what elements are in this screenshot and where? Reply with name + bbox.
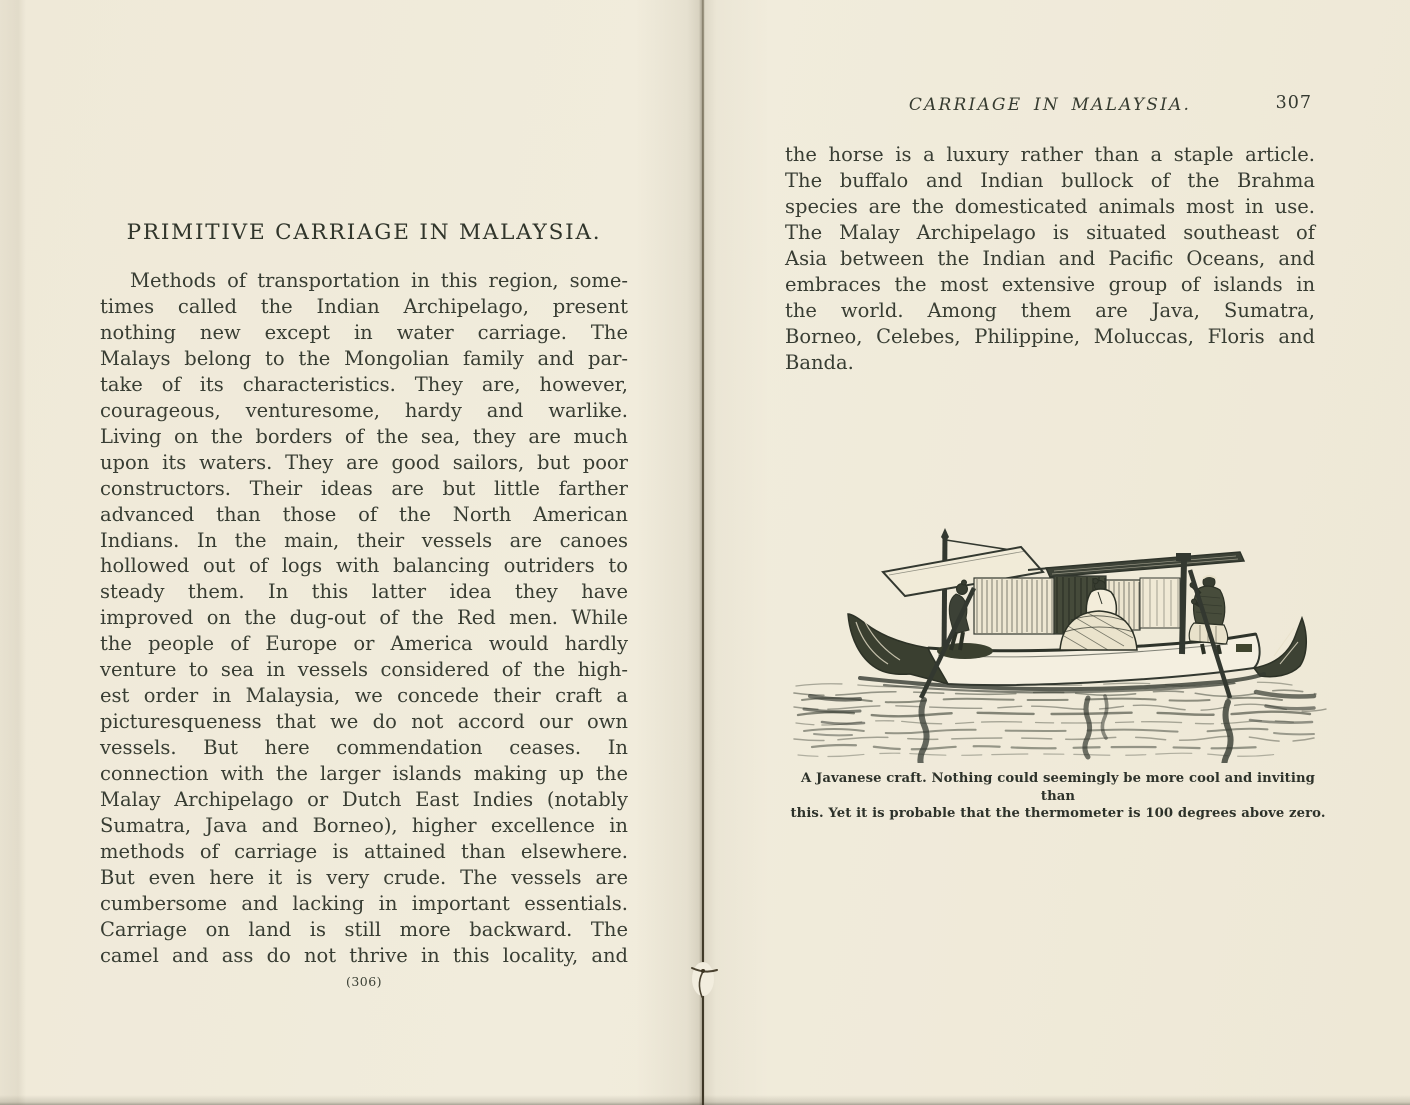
text-line: est order in Malaysia, we concede their craft a	[100, 684, 628, 708]
text-line: Living on the borders of the sea, they are much	[100, 424, 628, 448]
javanese-craft-illustration	[788, 526, 1328, 823]
text-line: But even here it is very crude. The vessels are	[100, 865, 628, 889]
text-line: species are the domesticated animals most in use.	[785, 194, 1315, 218]
text-line: constructors. Their ideas are but little farther	[100, 476, 628, 500]
text-line: advanced than those of the North American	[100, 502, 628, 526]
left-page-edge	[0, 0, 26, 1105]
text-line: methods of carriage is attained than elsewhere.	[100, 839, 628, 863]
text-line: Methods of transportation in this region, some-	[130, 269, 628, 292]
text-line: Sumatra, Java and Borneo), higher excellence in	[100, 814, 628, 838]
text-line: connection with the larger islands making up the	[100, 762, 628, 786]
text-line: Borneo, Celebes, Philippine, Moluccas, Floris and	[785, 324, 1315, 348]
text-line: Banda.	[785, 350, 854, 374]
text-line: embraces the most extensive group of islands in	[785, 272, 1315, 296]
text-line: Malays belong to the Mongolian family and par-	[100, 346, 628, 370]
binding-stitch-icon	[684, 956, 724, 1004]
text-line: upon its waters. They are good sailors, but poor	[100, 450, 628, 474]
text-line: The Malay Archipelago is situated southeast of	[785, 220, 1315, 244]
text-line: hollowed out of logs with balancing outriders to	[100, 554, 628, 578]
boat-drawing	[788, 526, 1328, 763]
text-line: Indians. In the main, their vessels are canoes	[100, 528, 628, 552]
running-header: CARRIAGE IN MALAYSIA.	[908, 95, 1192, 115]
text-line: venture to sea in vessels considered of the high-	[100, 658, 628, 682]
text-line: take of its characteristics. They are, however,	[100, 372, 628, 396]
text-line: the world. Among them are Java, Sumatra,	[785, 298, 1315, 322]
text-line: steady them. In this latter idea they have	[100, 580, 628, 604]
text-line: courageous, venturesome, hardy and warlike.	[100, 398, 628, 422]
chapter-heading: PRIMITIVE CARRIAGE IN MALAYSIA.	[126, 220, 602, 245]
water-reflections	[804, 674, 1314, 763]
text-line: vessels. But here commendation ceases. In	[100, 736, 628, 760]
caption-line-1: A Javanese craft. Nothing could seemingly be more cool and inviting than	[800, 771, 1315, 804]
text-line: the horse is a luxury rather than a staple article.	[785, 143, 1315, 166]
text-line: camel and ass do not thrive in this locality, and	[100, 943, 628, 967]
gutter-line	[702, 0, 704, 1105]
left-page-text	[100, 268, 628, 969]
text-line: Malay Archipelago or Dutch East Indies (notably	[100, 788, 628, 812]
text-line: Carriage on land is still more backward. The	[100, 917, 628, 941]
left-page-folio: (306)	[345, 974, 383, 989]
book-gutter	[636, 0, 770, 1105]
text-line: The buffalo and Indian bullock of the Brahma	[785, 168, 1315, 192]
text-line: Asia between the Indian and Pacific Oceans, and	[785, 246, 1315, 270]
text-line: the people of Europe or America would hardly	[100, 632, 628, 656]
right-page-text	[785, 142, 1315, 376]
text-line: nothing new except in water carriage. The	[100, 320, 628, 344]
text-line: improved on the dug-out of the Red men. While	[100, 606, 628, 630]
bottom-photo-edge	[0, 1095, 1410, 1105]
caption-line-2: this. Yet it is probable that the thermometer is 100 degrees above zero.	[790, 806, 1326, 821]
page-number: 307	[1275, 93, 1312, 113]
illustration-caption	[788, 770, 1328, 823]
text-line: picturesqueness that we do not accord our own	[100, 710, 628, 734]
text-line: cumbersome and lacking in important essentials.	[100, 891, 628, 915]
text-line: times called the Indian Archipelago, present	[100, 294, 628, 318]
